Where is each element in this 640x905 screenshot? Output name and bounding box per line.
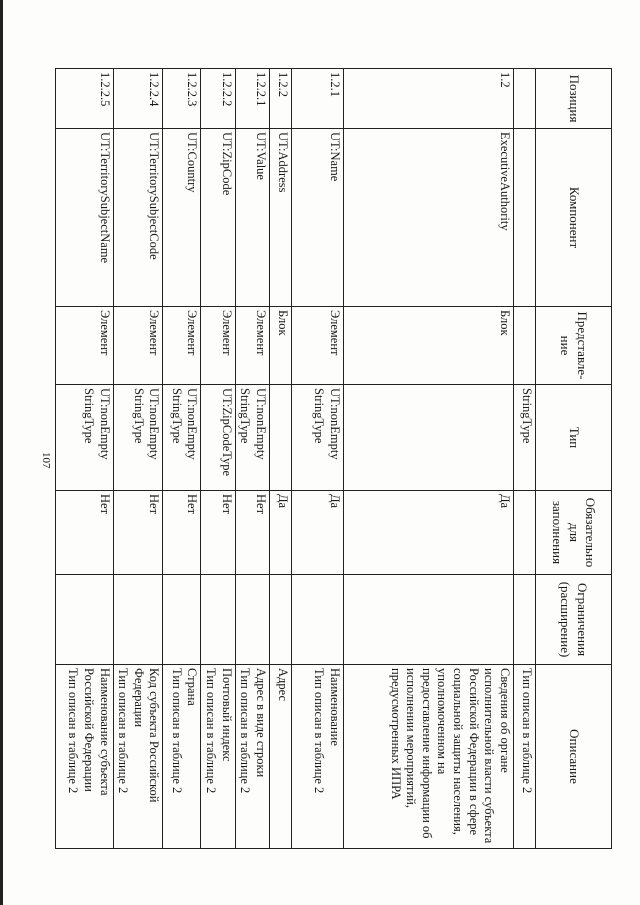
header-row: [536, 69, 612, 849]
cell-description: Страна Тип описан в таблице 2: [163, 665, 201, 849]
cell-component: UT:Address: [270, 129, 292, 307]
cell-type: UT:nonEmpty StringType: [292, 385, 344, 491]
cell-representation: Элемент: [292, 307, 344, 385]
cell-component: UT:TerritorySubjectName: [55, 129, 113, 307]
spec-table: [55, 68, 612, 849]
cell-position: 1.2: [344, 69, 514, 129]
cell-position: 1.2.2.2: [201, 69, 235, 129]
cell-description: Почтовый индекс Тип описан в таблице 2: [201, 665, 235, 849]
cell-representation: Элемент: [235, 307, 269, 385]
cell-representation: Блок: [344, 307, 514, 385]
cell-description: Адрес в виде строки Тип описан в таблице 2: [235, 665, 269, 849]
cell-position: 1.2.2.3: [163, 69, 201, 129]
table-row: [55, 69, 113, 849]
cell-description: Адрес: [270, 665, 292, 849]
cell-representation: Элемент: [55, 307, 113, 385]
header-representation: Представле- ние: [536, 307, 612, 385]
cell-type: StringType: [514, 385, 536, 491]
table-row: [514, 69, 536, 849]
table-row: [163, 69, 201, 849]
cell-position: 1.2.2.1: [235, 69, 269, 129]
header-restrictions: Ограничения (расширение): [536, 575, 612, 665]
cell-position: 1.2.2.5: [55, 69, 113, 129]
cell-type: UT:nonEmpty StringType: [235, 385, 269, 491]
cell-component: UT:ZipCode: [201, 129, 235, 307]
header-required: Обязательно для заполнения: [536, 491, 612, 575]
scan-edge: [0, 0, 3, 905]
cell-description: Наименование Тип описан в таблице 2: [292, 665, 344, 849]
cell-representation: Элемент: [201, 307, 235, 385]
cell-component: UT:Value: [235, 129, 269, 307]
cell-required: Нет: [113, 491, 163, 575]
cell-type: UT:nonEmpty StringType: [163, 385, 201, 491]
cell-representation: Блок: [270, 307, 292, 385]
cell-representation: Элемент: [113, 307, 163, 385]
cell-type: UT:nonEmpty StringType: [113, 385, 163, 491]
page-number: 107: [40, 452, 52, 469]
table-row: [113, 69, 163, 849]
cell-type: UT:nonEmpty StringType: [55, 385, 113, 491]
header-position: Позиция: [536, 69, 612, 129]
cell-restrictions: [163, 575, 201, 665]
header-type: Тип: [536, 385, 612, 491]
cell-representation: Элемент: [163, 307, 201, 385]
table-row: [201, 69, 235, 849]
cell-component: [514, 129, 536, 307]
cell-required: Нет: [163, 491, 201, 575]
cell-required: Да: [344, 491, 514, 575]
table-row: [235, 69, 269, 849]
cell-restrictions: [344, 575, 514, 665]
cell-position: 1.2.2.4: [113, 69, 163, 129]
cell-required: Нет: [235, 491, 269, 575]
cell-restrictions: [270, 575, 292, 665]
cell-required: [514, 491, 536, 575]
cell-description: Наименование субъекта Российской Федерации Тип описан в таблице 2: [55, 665, 113, 849]
cell-restrictions: [55, 575, 113, 665]
cell-description: Тип описан в таблице 2: [514, 665, 536, 849]
header-description: Описание: [536, 665, 612, 849]
rotated-table-container: [66, 68, 612, 848]
cell-component: ExecutiveAuthority: [344, 129, 514, 307]
cell-representation: [514, 307, 536, 385]
cell-type: [270, 385, 292, 491]
cell-description: Код субъекта Российской Федерации Тип описан в таблице 2: [113, 665, 163, 849]
cell-required: Нет: [55, 491, 113, 575]
cell-component: UT:Name: [292, 129, 344, 307]
cell-type: [344, 385, 514, 491]
table-row: [270, 69, 292, 849]
cell-restrictions: [113, 575, 163, 665]
cell-type: UT:ZipCodeType: [201, 385, 235, 491]
cell-component: UT:TerritorySubjectCode: [113, 129, 163, 307]
cell-description: Сведения об органе исполнительной власти субъекта Российской Федерации в сфере социальной защиты населения, уполномоченном на предоставление информации об исполнении мероприятий, предусмотренных ИПРА: [344, 665, 514, 849]
cell-position: 1.2.2: [270, 69, 292, 129]
table-row: [292, 69, 344, 849]
cell-position: 1.2.1: [292, 69, 344, 129]
cell-restrictions: [235, 575, 269, 665]
header-component: Компонент: [536, 129, 612, 307]
cell-position: [514, 69, 536, 129]
cell-restrictions: [201, 575, 235, 665]
table-row: [344, 69, 514, 849]
cell-restrictions: [292, 575, 344, 665]
cell-component: UT:Country: [163, 129, 201, 307]
cell-required: Да: [270, 491, 292, 575]
cell-required: Да: [292, 491, 344, 575]
cell-required: Нет: [201, 491, 235, 575]
cell-restrictions: [514, 575, 536, 665]
